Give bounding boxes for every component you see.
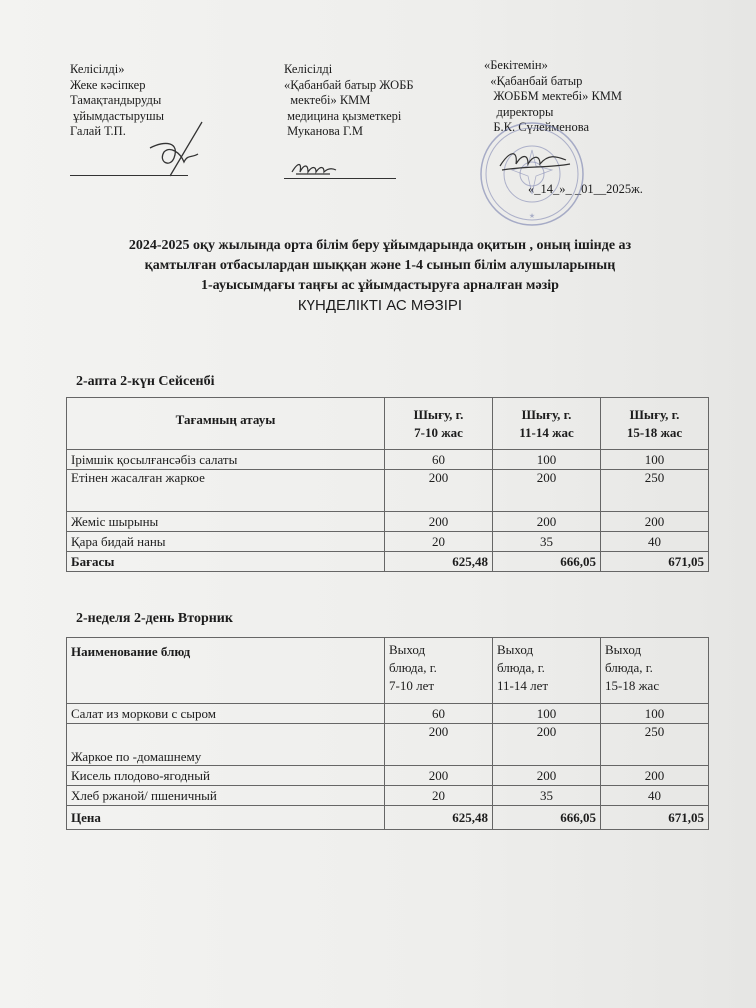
portion-value: 35	[493, 786, 601, 806]
portion-value: 200	[601, 766, 709, 786]
dish-name: Ірімшік қосылғансәбіз салаты	[67, 450, 385, 470]
header-cell: Шығу, г. 7-10 жас	[385, 398, 493, 450]
svg-text:★: ★	[528, 213, 536, 220]
table-header-row	[67, 638, 709, 704]
approval-line: мектебі» КММ	[284, 93, 371, 107]
header-cell: Выход блюда, г. 11-14 лет	[493, 638, 601, 704]
portion-value: 35	[493, 532, 601, 552]
dish-name: Жаркое по -домашнему	[67, 724, 385, 766]
menu-table-ru	[66, 637, 709, 830]
menu-table-kz	[66, 397, 709, 572]
document-title	[30, 236, 730, 316]
header-cell: Шығу, г. 11-14 жас	[493, 398, 601, 450]
title-line: 1-ауысымдағы таңғы ас ұйымдастыруға арналған мәзір	[201, 278, 559, 293]
approval-line: «Қабанбай батыр	[484, 73, 583, 88]
table-row	[67, 532, 709, 552]
title-line: 2024-2025 оқу жылында орта білім беру ұйымдарында оқитын , оның ішінде аз	[128, 238, 632, 253]
portion-value: 40	[601, 532, 709, 552]
approval-line: Галай Т.П.	[70, 124, 126, 138]
header-cell: Наименование блюд	[67, 638, 385, 704]
approval-line: Келісілді»	[70, 62, 125, 76]
portion-value: 20	[385, 532, 493, 552]
price-value: 666,05	[493, 552, 601, 572]
dish-name: Етінен жасалған жаркое	[67, 470, 385, 512]
portion-value: 100	[493, 704, 601, 724]
signature-entrepreneur	[140, 118, 210, 180]
total-label: Цена	[67, 806, 385, 830]
title-line: КҮНДЕЛІКТІ АС МӘЗІРІ	[297, 297, 463, 314]
approval-block-medical	[284, 62, 414, 140]
approval-line: ЖОББМ мектебі» КММ	[484, 89, 623, 103]
portion-value: 200	[493, 470, 601, 512]
approval-line: ұйымдастырушы	[70, 108, 165, 123]
price-value: 625,48	[385, 552, 493, 572]
portion-value: 250	[601, 470, 709, 512]
dish-name: Жеміс шырыны	[67, 512, 385, 532]
portion-value: 200	[493, 512, 601, 532]
approval-line: «Қабанбай батыр ЖОББ	[284, 77, 414, 92]
price-value: 666,05	[493, 806, 601, 830]
price-value: 671,05	[601, 552, 709, 572]
portion-value: 200	[385, 512, 493, 532]
dish-name: Қара бидай наны	[67, 532, 385, 552]
portion-value: 200	[385, 470, 493, 512]
price-value: 625,48	[385, 806, 493, 830]
approval-line: медицина қызметкері	[284, 108, 402, 123]
portion-value: 200	[493, 724, 601, 766]
table-header-row	[67, 398, 709, 450]
portion-value: 200	[385, 766, 493, 786]
table-row	[67, 786, 709, 806]
portion-value: 100	[601, 450, 709, 470]
table-total-row	[67, 806, 709, 830]
approval-line: «Бекітемін»	[484, 58, 548, 72]
total-label: Бағасы	[67, 552, 385, 572]
table-row	[67, 724, 709, 766]
dish-name: Кисель плодово-ягодный	[67, 766, 385, 786]
portion-value: 200	[601, 512, 709, 532]
table-row	[67, 450, 709, 470]
approval-line: директоры	[484, 104, 554, 119]
table-row	[67, 766, 709, 786]
portion-value: 200	[385, 724, 493, 766]
portion-value: 60	[385, 450, 493, 470]
price-value: 671,05	[601, 806, 709, 830]
approval-line: Тамақтандыруды	[70, 93, 162, 107]
portion-value: 100	[601, 704, 709, 724]
dish-name: Хлеб ржаной/ пшеничный	[67, 786, 385, 806]
portion-value: 100	[493, 450, 601, 470]
title-line: қамтылған отбасылардан шыққан және 1-4 сынып білім алушыларының	[144, 258, 616, 273]
portion-value: 250	[601, 724, 709, 766]
approval-line: Б.К. Сүлейменова	[484, 120, 590, 134]
approval-line: Жеке кәсіпкер	[70, 77, 146, 92]
section-heading-kz: 2-апта 2-күн Сейсенбі	[76, 374, 215, 389]
approval-line: Келісілді	[284, 62, 333, 76]
portion-value: 60	[385, 704, 493, 724]
portion-value: 200	[493, 766, 601, 786]
dish-name: Салат из моркови с сыром	[67, 704, 385, 724]
table-row	[67, 470, 709, 512]
portion-value: 20	[385, 786, 493, 806]
approval-line: Муканова Г.М	[284, 124, 364, 138]
table-row	[67, 512, 709, 532]
signature-director	[496, 140, 576, 180]
portion-value: 40	[601, 786, 709, 806]
header-cell: Тағамның атауы	[67, 398, 385, 450]
table-row	[67, 704, 709, 724]
section-heading-ru: 2-неделя 2-день Вторник	[76, 611, 233, 626]
signature-medical	[290, 158, 340, 180]
date-text: «_14_»_ _01__2025ж.	[528, 182, 643, 196]
header-cell: Выход блюда, г. 15-18 жас	[601, 638, 709, 704]
header-cell: Шығу, г. 15-18 жас	[601, 398, 709, 450]
table-total-row	[67, 552, 709, 572]
header-cell: Выход блюда, г. 7-10 лет	[385, 638, 493, 704]
